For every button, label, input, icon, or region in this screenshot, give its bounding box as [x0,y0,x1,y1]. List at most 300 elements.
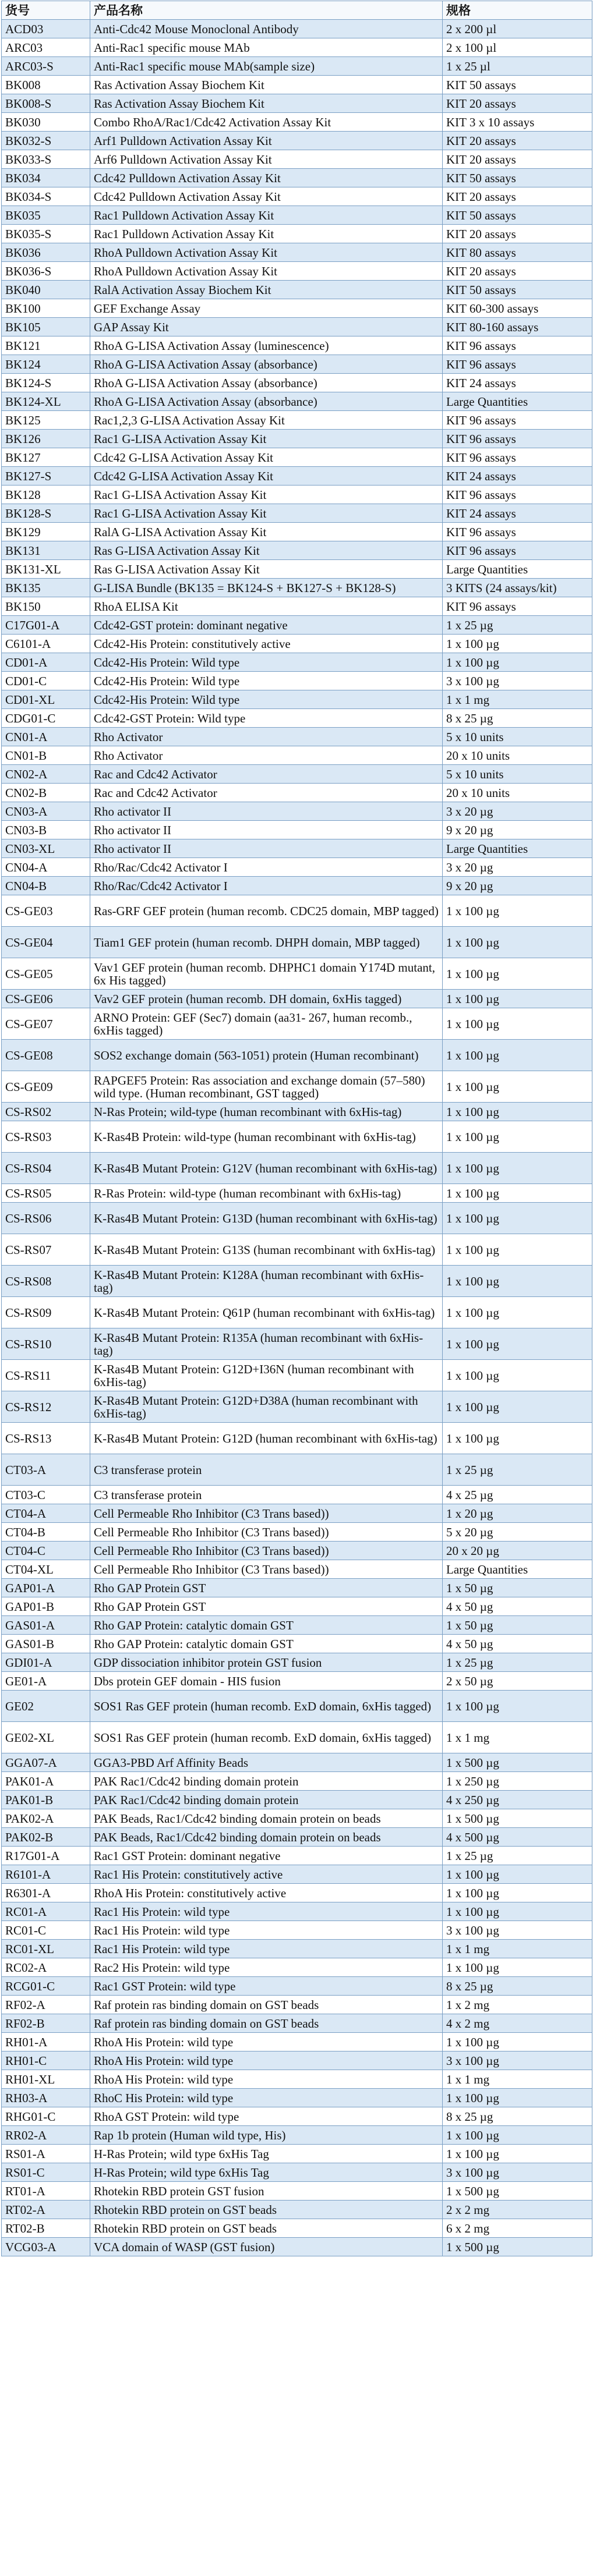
cell-catalog-no: CS-GE06 [2,990,90,1008]
table-row [2,262,592,281]
cell-spec: 1 x 100 µg [443,1234,592,1266]
cell-catalog-no: BK124 [2,355,90,374]
cell-product-name: RhoA G-LISA Activation Assay (absorbance) [90,355,443,374]
cell-catalog-no: BK032-S [2,132,90,150]
cell-spec: 1 x 25 µg [443,1653,592,1672]
cell-product-name: Rho Activator [90,728,443,746]
table-row [2,1071,592,1103]
cell-catalog-no: CN01-B [2,746,90,765]
cell-catalog-no: RHG01-C [2,2107,90,2126]
table-row [2,2163,592,2182]
cell-spec: 1 x 100 µg [443,1884,592,1902]
cell-product-name: K-Ras4B Mutant Protein: G12D+I36N (human recombinant with 6xHis-tag) [90,1360,443,1391]
table-row [2,1884,592,1902]
table-row [2,784,592,802]
cell-product-name: RhoA GST Protein: wild type [90,2107,443,2126]
cell-catalog-no: BK036-S [2,262,90,281]
cell-catalog-no: CD01-C [2,672,90,690]
table-row [2,2107,592,2126]
table-row [2,1103,592,1121]
cell-spec: KIT 20 assays [443,262,592,281]
cell-catalog-no: CS-GE04 [2,927,90,958]
cell-catalog-no: BK124-XL [2,392,90,411]
cell-catalog-no: GE02 [2,1691,90,1722]
cell-product-name: RhoA His Protein: wild type [90,2070,443,2089]
cell-spec: 1 x 100 µg [443,1360,592,1391]
table-row [2,895,592,927]
table-row [2,1560,592,1579]
table-row [2,821,592,839]
cell-product-name: Vav1 GEF protein (human recomb. DHPHC1 domain Y174D mutant, 6x His tagged) [90,958,443,990]
cell-spec: KIT 20 assays [443,187,592,206]
table-row [2,355,592,374]
cell-catalog-no: CD01-A [2,653,90,672]
cell-spec: 8 x 25 µg [443,709,592,728]
cell-catalog-no: BK131-XL [2,560,90,579]
cell-spec: 1 x 20 µg [443,1504,592,1523]
table-row [2,2238,592,2256]
cell-spec: KIT 96 assays [443,523,592,541]
cell-product-name: Rho GAP Protein GST [90,1579,443,1597]
cell-product-name: Rho Activator [90,746,443,765]
cell-product-name: Rac1 G-LISA Activation Assay Kit [90,486,443,504]
cell-catalog-no: RH01-C [2,2051,90,2070]
cell-catalog-no: BK035-S [2,225,90,243]
table-row [2,1523,592,1542]
table-row [2,1597,592,1616]
table-row [2,560,592,579]
table-row [2,958,592,990]
table-row [2,579,592,597]
table-row [2,2070,592,2089]
header-row [2,1,592,20]
table-row [2,1266,592,1297]
cell-product-name: C3 transferase protein [90,1454,443,1486]
table-row [2,411,592,430]
cell-spec: KIT 80-160 assays [443,318,592,336]
cell-catalog-no: GGA07-A [2,1753,90,1772]
table-row [2,1040,592,1071]
table-row [2,2033,592,2051]
cell-spec: 5 x 10 units [443,728,592,746]
cell-product-name: N-Ras Protein; wild-type (human recombinant with 6xHis-tag) [90,1103,443,1121]
cell-product-name: Anti-Rac1 specific mouse MAb [90,38,443,57]
table-row [2,1828,592,1847]
cell-spec: 2 x 100 µl [443,38,592,57]
table-row [2,486,592,504]
cell-catalog-no: CS-RS06 [2,1203,90,1234]
cell-spec: 20 x 20 µg [443,1542,592,1560]
table-row [2,150,592,169]
cell-catalog-no: CN02-B [2,784,90,802]
table-row [2,76,592,94]
cell-spec: KIT 96 assays [443,336,592,355]
cell-product-name: K-Ras4B Mutant Protein: K128A (human recombinant with 6xHis-tag) [90,1266,443,1297]
cell-product-name: Cell Permeable Rho Inhibitor (C3 Trans based)) [90,1560,443,1579]
cell-product-name: Rac1 Pulldown Activation Assay Kit [90,206,443,225]
cell-spec: 1 x 100 µg [443,1008,592,1040]
cell-catalog-no: CN02-A [2,765,90,784]
cell-spec: Large Quantities [443,1560,592,1579]
cell-spec: 1 x 100 µg [443,2145,592,2163]
cell-spec: 1 x 25 µg [443,616,592,635]
cell-product-name: GEF Exchange Assay [90,299,443,318]
cell-catalog-no: PAK02-A [2,1809,90,1828]
cell-product-name: K-Ras4B Protein: wild-type (human recombinant with 6xHis-tag) [90,1121,443,1153]
cell-spec: KIT 96 assays [443,597,592,616]
table-row [2,2182,592,2201]
cell-spec: 4 x 250 µg [443,1791,592,1809]
table-row [2,635,592,653]
table-row [2,187,592,206]
cell-catalog-no: PAK01-B [2,1791,90,1809]
cell-product-name: Rho GAP Protein: catalytic domain GST [90,1635,443,1653]
cell-product-name: Rac1 His Protein: constitutively active [90,1865,443,1884]
cell-catalog-no: CS-RS12 [2,1391,90,1423]
cell-catalog-no: ARC03 [2,38,90,57]
cell-product-name: K-Ras4B Mutant Protein: G12V (human recombinant with 6xHis-tag) [90,1153,443,1184]
product-table [1,1,592,2256]
cell-catalog-no: RH01-XL [2,2070,90,2089]
cell-spec: 6 x 2 mg [443,2219,592,2238]
cell-spec: 1 x 100 µg [443,1328,592,1360]
cell-catalog-no: CS-RS09 [2,1297,90,1328]
table-row [2,1847,592,1865]
cell-spec: KIT 20 assays [443,94,592,113]
table-row [2,467,592,486]
cell-catalog-no: RT02-A [2,2201,90,2219]
cell-spec: 1 x 1 mg [443,690,592,709]
cell-catalog-no: BK124-S [2,374,90,392]
table-row [2,1121,592,1153]
table-row [2,1958,592,1977]
table-row [2,392,592,411]
cell-spec: 1 x 100 µg [443,1902,592,1921]
table-row [2,2126,592,2145]
cell-product-name: RalA G-LISA Activation Assay Kit [90,523,443,541]
cell-catalog-no: GAP01-B [2,1597,90,1616]
table-row [2,1940,592,1958]
table-row [2,1791,592,1809]
cell-product-name: K-Ras4B Mutant Protein: G13D (human recombinant with 6xHis-tag) [90,1203,443,1234]
cell-catalog-no: CT04-A [2,1504,90,1523]
cell-spec: 1 x 250 µg [443,1772,592,1791]
cell-catalog-no: RC01-XL [2,1940,90,1958]
cell-catalog-no: CS-GE07 [2,1008,90,1040]
cell-spec: 1 x 100 µg [443,1423,592,1454]
cell-product-name: Rac1 Pulldown Activation Assay Kit [90,225,443,243]
table-row [2,1184,592,1203]
table-row [2,1454,592,1486]
table-row [2,38,592,57]
cell-product-name: Combo RhoA/Rac1/Cdc42 Activation Assay Kit [90,113,443,132]
table-row [2,2145,592,2163]
cell-spec: 5 x 20 µg [443,1523,592,1542]
cell-product-name: K-Ras4B Mutant Protein: Q61P (human recombinant with 6xHis-tag) [90,1297,443,1328]
cell-product-name: Vav2 GEF protein (human recomb. DH domain, 6xHis tagged) [90,990,443,1008]
table-row [2,1996,592,2014]
cell-catalog-no: CN03-B [2,821,90,839]
cell-product-name: Cdc42 G-LISA Activation Assay Kit [90,467,443,486]
cell-product-name: PAK Beads, Rac1/Cdc42 binding domain protein on beads [90,1828,443,1847]
table-row [2,728,592,746]
cell-product-name: Cdc42-His Protein: Wild type [90,653,443,672]
cell-spec: 1 x 100 µg [443,1691,592,1722]
table-row [2,206,592,225]
cell-spec: 3 x 20 µg [443,858,592,877]
cell-catalog-no: CN01-A [2,728,90,746]
table-row [2,1297,592,1328]
cell-spec: 1 x 500 µg [443,1809,592,1828]
cell-catalog-no: CN04-A [2,858,90,877]
cell-product-name: Dbs protein GEF domain - HIS fusion [90,1672,443,1691]
cell-spec: KIT 20 assays [443,225,592,243]
table-row [2,1921,592,1940]
cell-catalog-no: CS-RS05 [2,1184,90,1203]
cell-product-name: Rac and Cdc42 Activator [90,765,443,784]
cell-spec: 1 x 100 µg [443,958,592,990]
table-row [2,1542,592,1560]
cell-product-name: Rho activator II [90,821,443,839]
cell-catalog-no: CT04-XL [2,1560,90,1579]
cell-spec: 1 x 100 µg [443,895,592,927]
cell-product-name: Ras Activation Assay Biochem Kit [90,76,443,94]
table-row [2,597,592,616]
cell-spec: KIT 96 assays [443,486,592,504]
cell-spec: 1 x 100 µg [443,2033,592,2051]
cell-spec: 8 x 25 µg [443,1977,592,1996]
table-row [2,1772,592,1791]
table-row [2,1865,592,1884]
cell-product-name: Ras G-LISA Activation Assay Kit [90,541,443,560]
cell-spec: 1 x 500 µg [443,1753,592,1772]
cell-spec: Large Quantities [443,839,592,858]
table-row [2,1391,592,1423]
cell-catalog-no: BK127 [2,448,90,467]
table-row [2,1423,592,1454]
table-row [2,243,592,262]
cell-product-name: Cdc42 Pulldown Activation Assay Kit [90,187,443,206]
cell-catalog-no: BK121 [2,336,90,355]
cell-catalog-no: RH01-A [2,2033,90,2051]
table-row [2,1153,592,1184]
cell-product-name: Arf6 Pulldown Activation Assay Kit [90,150,443,169]
cell-product-name: Rac1 His Protein: wild type [90,1921,443,1940]
cell-catalog-no: BK131 [2,541,90,560]
header-catalog-no: 货号 [2,1,90,20]
cell-catalog-no: BK008 [2,76,90,94]
cell-product-name: Rhotekin RBD protein GST fusion [90,2182,443,2201]
table-row [2,839,592,858]
cell-product-name: VCA domain of WASP (GST fusion) [90,2238,443,2256]
cell-product-name: Rap 1b protein (Human wild type, His) [90,2126,443,2145]
table-row [2,504,592,523]
table-row [2,113,592,132]
cell-product-name: K-Ras4B Mutant Protein: G13S (human recombinant with 6xHis-tag) [90,1234,443,1266]
cell-product-name: Ras G-LISA Activation Assay Kit [90,560,443,579]
cell-spec: 4 x 25 µg [443,1486,592,1504]
cell-catalog-no: BK100 [2,299,90,318]
table-row [2,2219,592,2238]
cell-spec: Large Quantities [443,392,592,411]
cell-catalog-no: RR02-A [2,2126,90,2145]
table-row [2,709,592,728]
cell-spec: 1 x 25 µg [443,1847,592,1865]
cell-spec: 1 x 1 mg [443,2070,592,2089]
cell-product-name: Rac1 GST Protein: dominant negative [90,1847,443,1865]
table-row [2,132,592,150]
cell-catalog-no: GAS01-B [2,1635,90,1653]
cell-catalog-no: BK035 [2,206,90,225]
cell-product-name: K-Ras4B Mutant Protein: G12D+D38A (human recombinant with 6xHis-tag) [90,1391,443,1423]
cell-catalog-no: CS-GE08 [2,1040,90,1071]
cell-spec: 2 x 50 µg [443,1672,592,1691]
cell-catalog-no: BK008-S [2,94,90,113]
table-row [2,336,592,355]
cell-spec: KIT 50 assays [443,206,592,225]
cell-product-name: RhoA G-LISA Activation Assay (luminescence) [90,336,443,355]
cell-product-name: RhoA His Protein: constitutively active [90,1884,443,1902]
cell-catalog-no: RC02-A [2,1958,90,1977]
cell-spec: 1 x 100 µg [443,1203,592,1234]
cell-product-name: Anti-Rac1 specific mouse MAb(sample size) [90,57,443,76]
cell-spec: KIT 50 assays [443,281,592,299]
cell-spec: 1 x 100 µg [443,1121,592,1153]
cell-spec: 4 x 50 µg [443,1635,592,1653]
cell-spec: 2 x 2 mg [443,2201,592,2219]
table-row [2,1360,592,1391]
cell-product-name: K-Ras4B Mutant Protein: G12D (human recombinant with 6xHis-tag) [90,1423,443,1454]
cell-product-name: Rho/Rac/Cdc42 Activator I [90,858,443,877]
cell-product-name: Rac1 His Protein: wild type [90,1940,443,1958]
cell-spec: 20 x 10 units [443,784,592,802]
cell-spec: Large Quantities [443,560,592,579]
cell-catalog-no: CDG01-C [2,709,90,728]
cell-catalog-no: VCG03-A [2,2238,90,2256]
table-row [2,1504,592,1523]
cell-catalog-no: CN04-B [2,877,90,895]
cell-catalog-no: BK033-S [2,150,90,169]
cell-spec: 1 x 100 µg [443,1040,592,1071]
table-row [2,299,592,318]
cell-spec: KIT 50 assays [443,169,592,187]
cell-catalog-no: ARC03-S [2,57,90,76]
cell-catalog-no: RC01-C [2,1921,90,1940]
cell-catalog-no: BK128 [2,486,90,504]
cell-catalog-no: RT02-B [2,2219,90,2238]
table-row [2,448,592,467]
table-row [2,1234,592,1266]
table-row [2,1809,592,1828]
cell-product-name: RhoA His Protein: wild type [90,2051,443,2070]
cell-product-name: PAK Beads, Rac1/Cdc42 binding domain protein on beads [90,1809,443,1828]
cell-spec: 1 x 100 µg [443,1153,592,1184]
cell-spec: 1 x 100 µg [443,927,592,958]
table-row [2,281,592,299]
cell-product-name: Raf protein ras binding domain on GST beads [90,1996,443,2014]
cell-product-name: Rhotekin RBD protein on GST beads [90,2219,443,2238]
cell-product-name: R-Ras Protein: wild-type (human recombinant with 6xHis-tag) [90,1184,443,1203]
table-row [2,2089,592,2107]
cell-spec: 1 x 50 µg [443,1616,592,1635]
table-body [2,20,592,2256]
cell-spec: 1 x 100 µg [443,990,592,1008]
cell-spec: 1 x 100 µg [443,1266,592,1297]
table-row [2,2201,592,2219]
cell-product-name: Anti-Cdc42 Mouse Monoclonal Antibody [90,20,443,38]
cell-spec: 3 x 100 µg [443,2163,592,2182]
cell-spec: KIT 96 assays [443,355,592,374]
cell-spec: 1 x 100 µg [443,1071,592,1103]
table-row [2,927,592,958]
cell-catalog-no: GAP01-A [2,1579,90,1597]
cell-catalog-no: RT01-A [2,2182,90,2201]
table-row [2,990,592,1008]
cell-product-name: GGA3-PBD Arf Affinity Beads [90,1753,443,1772]
table-row [2,1753,592,1772]
cell-catalog-no: BK126 [2,430,90,448]
cell-product-name: RhoA His Protein: wild type [90,2033,443,2051]
cell-catalog-no: BK036 [2,243,90,262]
cell-catalog-no: BK150 [2,597,90,616]
cell-spec: KIT 24 assays [443,467,592,486]
cell-catalog-no: C17G01-A [2,616,90,635]
cell-catalog-no: RCG01-C [2,1977,90,1996]
cell-product-name: ARNO Protein: GEF (Sec7) domain (aa31- 267, human recomb., 6xHis tagged) [90,1008,443,1040]
cell-product-name: Rho/Rac/Cdc42 Activator I [90,877,443,895]
cell-product-name: GAP Assay Kit [90,318,443,336]
table-row [2,57,592,76]
cell-spec: 8 x 25 µg [443,2107,592,2126]
cell-product-name: Rho GAP Protein GST [90,1597,443,1616]
cell-product-name: Cdc42 G-LISA Activation Assay Kit [90,448,443,467]
cell-catalog-no: BK105 [2,318,90,336]
cell-spec: 9 x 20 µg [443,877,592,895]
header-spec: 规格 [443,1,592,20]
table-row [2,1616,592,1635]
cell-product-name: Rac1 GST Protein: wild type [90,1977,443,1996]
table-row [2,765,592,784]
table-row [2,1635,592,1653]
table-row [2,94,592,113]
table-row [2,1203,592,1234]
table-row [2,318,592,336]
cell-spec: 1 x 100 µg [443,2089,592,2107]
cell-spec: KIT 24 assays [443,504,592,523]
cell-spec: 1 x 100 µg [443,1865,592,1884]
cell-spec: 20 x 10 units [443,746,592,765]
table-row [2,1486,592,1504]
cell-catalog-no: CS-RS04 [2,1153,90,1184]
cell-product-name: SOS1 Ras GEF protein (human recomb. ExD domain, 6xHis tagged) [90,1691,443,1722]
cell-catalog-no: CS-RS11 [2,1360,90,1391]
cell-catalog-no: CS-RS08 [2,1266,90,1297]
table-row [2,877,592,895]
cell-product-name: Cell Permeable Rho Inhibitor (C3 Trans based)) [90,1504,443,1523]
cell-product-name: Ras Activation Assay Biochem Kit [90,94,443,113]
cell-spec: 4 x 50 µg [443,1597,592,1616]
table-row [2,1653,592,1672]
cell-catalog-no: CS-GE03 [2,895,90,927]
table-row [2,802,592,821]
cell-spec: 1 x 100 µg [443,1103,592,1121]
cell-spec: 1 x 100 µg [443,1184,592,1203]
cell-catalog-no: CT04-B [2,1523,90,1542]
cell-catalog-no: R6301-A [2,1884,90,1902]
cell-spec: 1 x 100 µg [443,1297,592,1328]
cell-product-name: Tiam1 GEF protein (human recomb. DHPH domain, MBP tagged) [90,927,443,958]
cell-spec: KIT 3 x 10 assays [443,113,592,132]
